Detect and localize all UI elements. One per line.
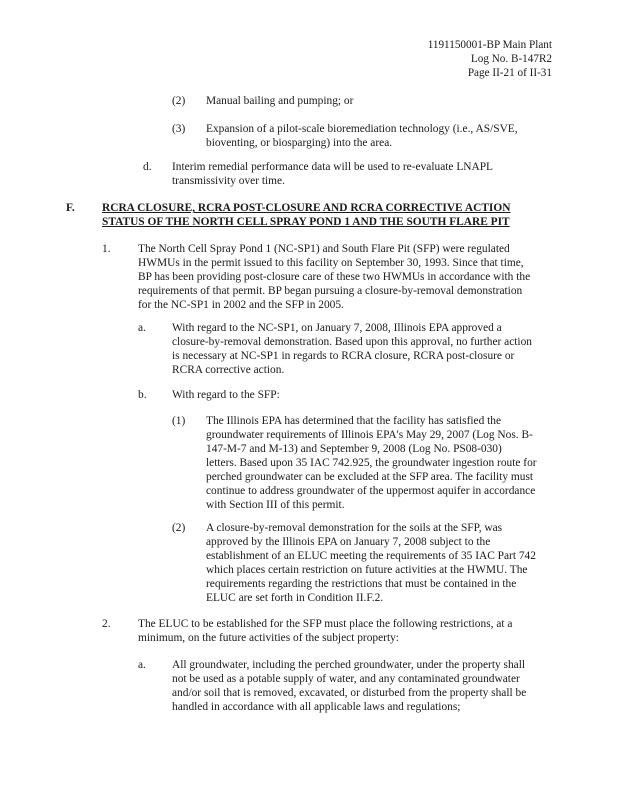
para-1a-line: closure-by-removal demonstration. Based upon this approval, no further action [172, 336, 532, 348]
para-2-line: minimum, on the future activities of the subject property: [138, 632, 399, 644]
para-1a-line: With regard to the NC-SP1, on January 7, 2008, Illinois EPA approved a [172, 322, 502, 334]
para-1b1-line: groundwater requirements of Illinois EPA's May 29, 2007 (Log Nos. B- [206, 429, 533, 441]
para-1b1-line: 147-M-7 and M-13) and September 9, 2008 (Log No. PS08-030) [206, 443, 502, 455]
para-1b2-line: establishment of an ELUC meeting the requirements of 35 IAC Part 742 [206, 550, 536, 562]
para-1b2-number: (2) [172, 522, 186, 534]
para-1b1-number: (1) [172, 415, 186, 427]
para-1b2-line: requirements regarding the restrictions that must be contained in the [206, 578, 517, 590]
para-2a-line: and/or soil that is removed, excavated, or disturbed from the property shall be [172, 687, 527, 699]
para-1-line: BP has been providing post-closure care of these two HWMUs in accordance with the [138, 271, 531, 283]
para-1a-line: RCRA corrective action. [172, 364, 285, 376]
item-d-line: Interim remedial performance data will be used to re-evaluate LNAPL [172, 161, 494, 173]
para-1b2-line: approved by the Illinois EPA on January 7, 2008 subject to the [206, 536, 491, 548]
para-1b2-line: ELUC are set forth in Condition II.F.2. [206, 592, 384, 604]
para-1-line: HWMUs in the permit issued to this facility on September 30, 1993. Since that time, [138, 257, 524, 269]
para-2a-line: All groundwater, including the perched groundwater, under the property shall [172, 659, 526, 671]
section-f-heading-line: STATUS OF THE NORTH CELL SPRAY POND 1 AND THE SOUTH FLARE PIT [102, 216, 510, 228]
para-1b2-line: A closure-by-removal demonstration for the soils at the SFP, was [206, 522, 503, 534]
para-1-number: 1. [102, 243, 111, 255]
para-1b1-line: with Section III of this permit. [206, 499, 345, 511]
header-page-number: Page II-21 of II-31 [467, 67, 552, 79]
item-3-line: Expansion of a pilot-scale bioremediation technology (i.e., AS/SVE, [206, 123, 518, 135]
item-d-letter: d. [143, 161, 152, 173]
item-2-number: (2) [172, 95, 186, 107]
para-1b1-line: continue to address groundwater of the uppermost aquifer in accordance [206, 485, 536, 497]
para-1b2-line: which places certain restriction on future activities at the HWMU. The [206, 564, 528, 576]
header-permit-id: 1191150001-BP Main Plant [427, 39, 552, 51]
para-2a-line: handled in accordance with all applicable laws and regulations; [172, 701, 461, 713]
item-2-text: Manual bailing and pumping; or [206, 95, 354, 107]
para-2-line: The ELUC to be established for the SFP must place the following restrictions, at a [138, 618, 513, 630]
item-3-line: bioventing, or biosparging) into the area. [206, 137, 393, 149]
section-f-letter: F. [66, 202, 75, 214]
item-3-number: (3) [172, 123, 186, 135]
para-1-line: for the NC-SP1 in 2002 and the SFP in 2005. [138, 299, 344, 311]
para-1b-text: With regard to the SFP: [172, 389, 280, 401]
item-d-line: transmissivity over time. [172, 175, 285, 187]
para-1b1-line: letters. Based upon 35 IAC 742.925, the groundwater ingestion route for [206, 457, 537, 469]
para-2a-letter: a. [138, 659, 146, 671]
para-1-line: requirements of that permit. BP began pursuing a closure-by-removal demonstration [138, 285, 523, 297]
section-f-heading-line: RCRA CLOSURE, RCRA POST-CLOSURE AND RCRA CORRECTIVE ACTION [102, 202, 511, 214]
para-1a-line: is necessary at NC-SP1 in regards to RCRA closure, RCRA post-closure or [172, 350, 515, 362]
para-1-line: The North Cell Spray Pond 1 (NC-SP1) and South Flare Pit (SFP) were regulated [138, 243, 510, 255]
para-2-number: 2. [102, 618, 111, 630]
header-log-number: Log No. B-147R2 [470, 53, 552, 65]
para-2a-line: not be used as a potable supply of water, and any contaminated groundwater [172, 673, 520, 685]
para-1a-letter: a. [138, 322, 146, 334]
para-1b1-line: The Illinois EPA has determined that the facility has satisfied the [206, 415, 502, 427]
para-1b-letter: b. [138, 389, 147, 401]
para-1b1-line: perched groundwater can be excluded at the SFP area. The facility must [206, 471, 534, 483]
